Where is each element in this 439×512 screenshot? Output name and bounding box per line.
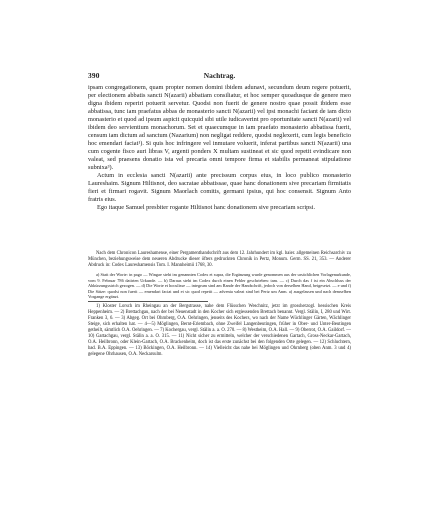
page-number: 390	[88, 71, 100, 80]
running-title: Nachtrag.	[203, 71, 236, 80]
footnotes: 1) Kloster Lorsch im Rheingau an der Bergstrasse, nahe dem Flüsschen Weschnitz, jetzt im grossherzogl. hessischen Kreis Heppenheim. — 2) Brettachgau, nach der bei Neuenstadt in den Kocher sich ergiessenden Brettach benannt. Vergl. Stälin, I, 280 und Wirt. Franken 3, 6. — 3) Abgeg. Ort bei Ohrnberg, O.A. Oehringen, jenseits des Kochers, wo nach der Name Wüchlinger Gärten, Wächlinger Steige, sich erhalten hat. — 4—5) Möglingen, Bernt-Eriembach, ohne Zweifel Langenbeutingen, früher in Ober- und Unter-Beutingen getheilt, sämtlich O.A. Oehringen. — 7) Kochergau, vergl. Stälin a. a. O. 270. — 8) Westheim, O.A. Hall. — 9) Oberrot, O.A. Gaildorf. — 10) Gartachgau, vergl. Stälin a. a. O. 315. — 11) Nicht sicher zu ermitteln, welcher der verschiedenen Gartach, Gross-Neckar-Gartach, O.A. Heilbronn, oder Klein-Gartach, O.A. Brackenheim, doch ist das erste zunächst bei den folgenden Orte gelegen. — 12) Schluchtern, bad. B.A. Eppingen. — 13) Böckingen, O.A. Heilbronn. — 14) Vielleicht das nahe bei Möglingen und Ohrnberg (oben Anm. 3 und 4) gelegene Ohrhausen, O.A. Neckarsulm.	[88, 304, 351, 357]
charter-paragraph-2: Actum in ecclesia sancti N(azarii) ante precissum corpus eius, in loco publico monasterio Laureshaim. Signum Hiltisnot, deo sacratae abbatissae, quae hanc donationem sive precariam firmitatis fieri et firmari rogavit. Signum Maorlach comitis, germani ipsius, qui hoc consensit. Signum Anto fratris eius.	[88, 172, 351, 203]
charter-paragraph-1: ipsam congregationem, quam propter nomen domini ibidem adunavi, secundum deum regere potuerit, per electionem abbatis sancti N(azarii) abbatiam consiliatur, et hoc semper quoadusque de genere meo digna ibidem reperiri potuerit servetur. Quodsi non fuerit de genere nostro quae possit ibidem esse abbatissa, tunc iam praefatus abbas de monasterio sancti N(azarii) vel ipsi monachi faciant de iam dicto monasterio et quod ad ipsum aspicit quicquid sibi utile iudicaverint pro oportunitate sancti N(azarii) vel ibidem deo servientium monachorum. Set et quaecumque in iam praefato monasterio abbatissa fuerit, censum iam dictum ad sanctum (Nazarium) non negligat reddere, quodsi neglexerit, cum legis beneficio hoc emendari faciat¹). Si quis hoc infringere vel inmutare voluerit, inferat partibus sancti N(azarii) una cum cogente fisco auri libras V, argenti ponders X multam sustineat et sic quod repetit evindicare non valeat, sed praesens donatio ista vel precaria omni tempore firma et stabilis permaneat stipulatione subnixa³).	[88, 84, 351, 171]
charter-text	[88, 84, 351, 212]
running-header	[88, 71, 351, 81]
variant-notes: a) Statt der Worte: in pago — Wingae steht im genannten Codex et supra, die Ergänzung wurde genommen aus der ursächlichen Vorlagenurkunde, vom 9. Februar 786 datirten Urkunde. — b) Daraus steht im Codex durch einen Fehler geschrieben: tam. — c) Durch das f ist ein Abschluss der Abkürzungsstrich gezogen. — d) Die Worte et hoculisse — integrum sind am Rande der Handschrift, jedoch von derselben Hand, beigesetzt. — e und f) Die Sätze: quodsi non fuerit — emendari faciat und et sic quod repetit — advenia valeat sind bei Pertz um Anm. a) ausgelassen und nach demselben Vorgange ergänzt.	[88, 272, 351, 300]
footnote-divider	[88, 301, 208, 302]
source-note: Nach dem Chronicon Laureshamense, einer Pergamenthandschrift aus dem 12. Jahrhundert im kgl. baier. allgemeinen Reichsarchiv zu München, beziehungsweise dem neueren Abdrucke dieser öfters gedruckten Chronik in Pertz, Monum. Germ. SS. 21, 353. — Anderer Abdruck in: Codex Laureshamensis Tom. I. Mannheimii 1768, 30.	[88, 251, 351, 268]
charter-paragraph-3: Ego itaque Samuel presbiter rogante Hiltisnot hanc donationem sive precariam scripsi.	[97, 204, 316, 211]
